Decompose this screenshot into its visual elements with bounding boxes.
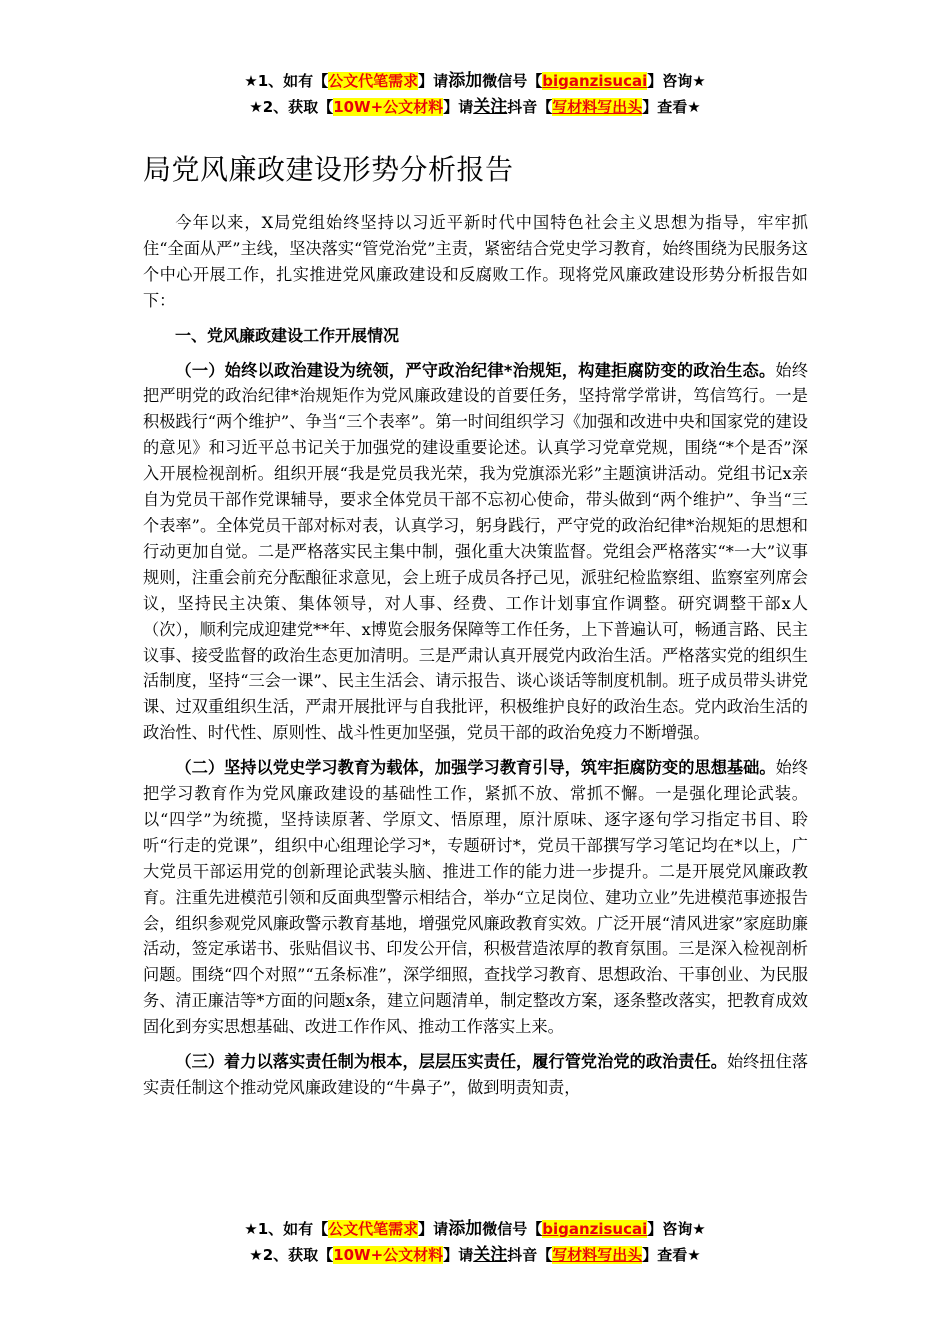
wechat-id-link[interactable]: biganzisucai <box>542 1220 648 1238</box>
paragraph-1: （一）始终以政治建设为统领，严守政治纪律*治规矩，构建拒腐防变的政治生态。始终把严明党的政治纪律*治规矩作为党风廉政建设的首要任务，坚持常学常讲，笃信笃行。一是积极践行“两个维护”、争当“三个表率”。第一时间组织学习《加强和改进中央和国家党的建设的意见》和习近平总书记关于加强党的建设重要论述。认真学习党章党规，围绕“*个是否”深入开展检视剖析。组织开展“我是党员我光荣，我为党旗添光彩”主题演讲活动。党组书记x亲自为党员干部作党课辅导，要求全体党员干部不忘初心使命，带头做到“两个维护”、争当“三个表率”。全体党员干部对标对表，认真学习，躬身践行，严守党的政治纪律*治规矩的思想和行动更加自觉。二是严格落实民主集中制，强化重大决策监督。党组会严格落实“*一大”议事规则，注重会前充分酝酿征求意见，会上班子成员各抒己见，派驻纪检监察组、监察室列席会议，坚持民主决策、集体领导，对人事、经费、工作计划事宜作调整。研究调整干部x人（次），顺利完成迎建党**年、x博览会服务保障等工作任务，上下普遍认可，畅通言路、民主议事、接受监督的政治生态更加清明。三是严肃认真开展党内政治生活。严格落实党的组织生活制度，坚持“三会一课”、民主生活会、请示报告、谈心谈话等制度机制。班子成员带头讲党课、过双重组织生活，严肃开展批评与自我批评，积极维护良好的政治生态。党内政治生活的政治性、时代性、原则性、战斗性更加坚强，党员干部的政治免疫力不断增强。 <box>143 360 809 743</box>
promo-line-1: ★1、如有【公文代笔需求】请添加微信号【biganzisucai】咨询★ <box>244 71 706 91</box>
paragraph-lead: （三）着力以落实责任制为根本，层层压实责任，履行管党治党的政治责任。 <box>175 1052 727 1072</box>
douyin-account-link[interactable]: 写材料写出头 <box>552 98 643 116</box>
intro-paragraph: 今年以来，X局党组始终坚持以习近平新时代中国特色社会主义思想为指导，牢牢抓住“全面从严”主线，坚决落实“管党治党”主责，紧密结合党史学习教育，始终围绕为民服务这个中心开展工作，扎实推进党风廉政建设和反腐败工作。现将党风廉政建设形势分析报告如下： <box>143 213 808 310</box>
promo-banner-top <box>0 68 950 120</box>
document-title: 局党风廉政建设形势分析报告 <box>143 153 514 186</box>
paragraph-lead: （一）始终以政治建设为统领，严守政治纪律*治规矩，构建拒腐防变的政治生态。 <box>175 360 776 380</box>
document-body <box>143 148 808 1110</box>
wechat-id-link[interactable]: biganzisucai <box>542 72 648 90</box>
promo-line-2: ★2、获取【10W+公文材料】请关注抖音【写材料写出头】查看★ <box>249 97 701 117</box>
section-heading: 一、党风廉政建设工作开展情况 <box>175 325 400 345</box>
promo-highlight: 公文代笔需求 <box>328 1220 419 1238</box>
paragraph-3: （三）着力以落实责任制为根本，层层压实责任，履行管党治党的政治责任。始终扭住落实责任制这个推动党风廉政建设的“牛鼻子”，做到明责知责， <box>143 1052 809 1097</box>
douyin-account-link[interactable]: 写材料写出头 <box>552 1246 643 1264</box>
promo-banner-bottom <box>0 1216 950 1268</box>
promo-highlight: 10W+公文材料 <box>333 1246 444 1264</box>
promo-highlight: 10W+公文材料 <box>333 98 444 116</box>
promo-line-1: ★1、如有【公文代笔需求】请添加微信号【biganzisucai】咨询★ <box>244 1219 706 1239</box>
paragraph-2: （二）坚持以党史学习教育为载体，加强学习教育引导，筑牢拒腐防变的思想基础。始终把学习教育作为党风廉政建设的基础性工作，紧抓不放、常抓不懈。一是强化理论武装。以“四学”为统揽，坚持读原著、学原文、悟原理，原汁原味、逐字逐句学习指定书目、聆听“行走的党课”，组织中心组理论学习*，专题研讨*，党员干部撰写学习笔记均在*以上，广大党员干部运用党的创新理论武装头脑、推进工作的能力进一步提升。二是开展党风廉政教育。注重先进模范引领和反面典型警示相结合，举办“立足岗位、建功立业”先进模范事迹报告会，组织参观党风廉政警示教育基地，增强党风廉政教育实效。广泛开展“清风进家”家庭助廉活动，签定承诺书、张贴倡议书、印发公开信，积极营造浓厚的教育氛围。三是深入检视剖析问题。围绕“四个对照”“五条标准”，深学细照，查找学习教育、思想政治、干事创业、为民服务、清正廉洁等*方面的问题x条，建立问题清单，制定整改方案，逐条整改落实，把教育成效固化到夯实思想基础、改进工作作风、推动工作落实上来。 <box>143 758 809 1037</box>
promo-line-2: ★2、获取【10W+公文材料】请关注抖音【写材料写出头】查看★ <box>249 1245 701 1265</box>
promo-highlight: 公文代笔需求 <box>328 72 419 90</box>
paragraph-lead: （二）坚持以党史学习教育为载体，加强学习教育引导，筑牢拒腐防变的思想基础。 <box>175 758 776 778</box>
